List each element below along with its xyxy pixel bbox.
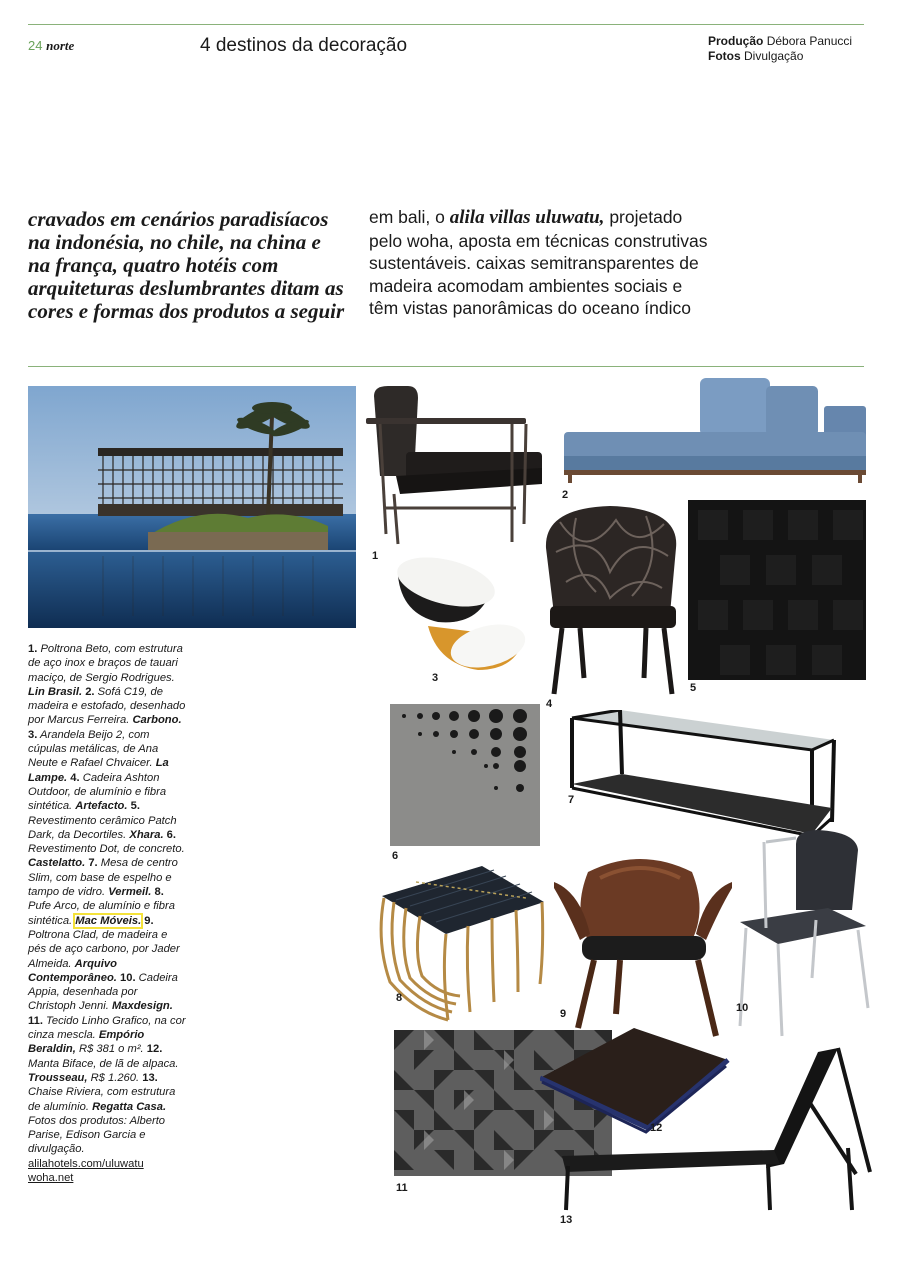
product-label-9: 9: [560, 1008, 567, 1020]
product-7-coffee-table: [566, 710, 836, 842]
caption-item: 6. Revestimento Dot, de concreto. Castelatto.: [28, 828, 185, 870]
product-label-13: 13: [560, 1214, 573, 1226]
product-6-concrete-tile: [390, 704, 540, 846]
product-captions: [28, 642, 188, 1185]
highlighted-brand: Mac Móveis.: [75, 914, 142, 927]
fotos-label: Fotos: [708, 49, 741, 63]
header-rule: [28, 24, 864, 25]
product-label-6: 6: [392, 850, 399, 862]
caption-item: 4. Cadeira Ashton Outdoor, de alumínio e fibra sintética. Artefacto.: [28, 771, 167, 813]
product-10-chair: [736, 830, 870, 1038]
product-label-2: 2: [562, 489, 569, 501]
caption-item: 7. Mesa de centro Slim, com base de espelho e tampo de vidro. Vermeil.: [28, 857, 178, 899]
hotel-link[interactable]: alilahotels.com/uluwatu: [28, 1157, 144, 1170]
product-label-4: 4: [546, 698, 553, 710]
hotel-name: alila villas uluwatu,: [449, 207, 605, 228]
caption-item: 5. Revestimento cerâmico Patch Dark, da Decortiles. Xhara.: [28, 800, 177, 841]
caption-item: 12. Manta Biface, de lã de alpaca. Trousseau, R$ 1.260.: [28, 1043, 179, 1084]
page-number-value: 24: [28, 38, 43, 53]
product-label-3: 3: [432, 672, 439, 684]
caption-item: 1. Poltrona Beto, com estrutura de aço inox e braços de tauari maciço, de Sergio Rodrigues. Lin Brasil.: [28, 643, 183, 698]
hotel-photo: [28, 386, 356, 628]
lead-rest: projetado pelo woha, aposta em técnicas construtivas sustentáveis. caixas semitransparentes de madeira acomodam ambientes sociais e têm vistas panorâmicas do oceano índico: [369, 207, 708, 318]
product-label-1: 1: [372, 550, 379, 562]
product-3-wall-lamp: [392, 546, 532, 680]
product-label-10: 10: [736, 1002, 749, 1014]
architect-link[interactable]: woha.net: [28, 1171, 74, 1184]
caption-item: 10. Cadeira Appia, desenhada por Christoph Jenni. Maxdesign.: [28, 971, 178, 1013]
product-label-8: 8: [396, 992, 403, 1004]
caption-item: 11. Tecido Linho Grafico, na cor cinza mescla. Empório Beraldin, R$ 381 o m².: [28, 1014, 186, 1056]
caption-item: 13. Chaise Riviera, com estrutura de alumínio. Regatta Casa.: [28, 1071, 176, 1113]
caption-item: 8. Pufe Arco, de alumínio e fibra sintética. Mac Móveis.: [28, 886, 175, 927]
lead-prefix: em bali, o: [369, 207, 445, 227]
page-number: [28, 38, 74, 54]
product-label-5: 5: [690, 682, 697, 694]
caption-item: 2. Sofá C19, de madeira e estofado, desenhado por Marcus Ferreira. Carbono.: [28, 685, 186, 727]
section-name: norte: [46, 38, 75, 53]
product-4-outdoor-chair: [536, 502, 688, 698]
product-1-armchair: [366, 384, 546, 550]
product-13-chaise: [558, 1040, 876, 1212]
product-label-7: 7: [568, 794, 575, 806]
lead-hotel-description: [369, 206, 709, 320]
product-5-ceramic-tile: [688, 500, 866, 680]
section-rule: [28, 366, 864, 367]
product-label-11: 11: [396, 1182, 408, 1194]
product-2-sofa: [560, 378, 868, 488]
page-title: 4 destinos da decoração: [200, 35, 408, 56]
product-label-12: 12: [650, 1122, 663, 1134]
product-9-lounge-chair: [550, 852, 736, 1042]
fotos-name: Divulgação: [744, 49, 804, 63]
caption-item: 3. Arandela Beijo 2, com cúpulas metálicas, de Ana Neute e Rafael Chvaicer. La Lampe.: [28, 728, 169, 784]
producao-label: Produção: [708, 34, 764, 48]
lead-intro: cravados em cenários paradisíacos na indonésia, no chile, na china e na frança, quatro hotéis com arquiteturas deslumbrantes ditam as cores e formas dos produtos a seguir: [28, 207, 345, 323]
producao-name: Débora Panucci: [766, 34, 853, 48]
caption-item: 9. Poltrona Clad, de madeira e pés de aço carbono, por Jader Almeida. Arquivo Contemporâneo.: [28, 914, 180, 984]
credits: [708, 34, 852, 64]
photo-credit: Fotos dos produtos: Alberto Parise, Edison Garcia e divulgação.: [28, 1114, 166, 1156]
